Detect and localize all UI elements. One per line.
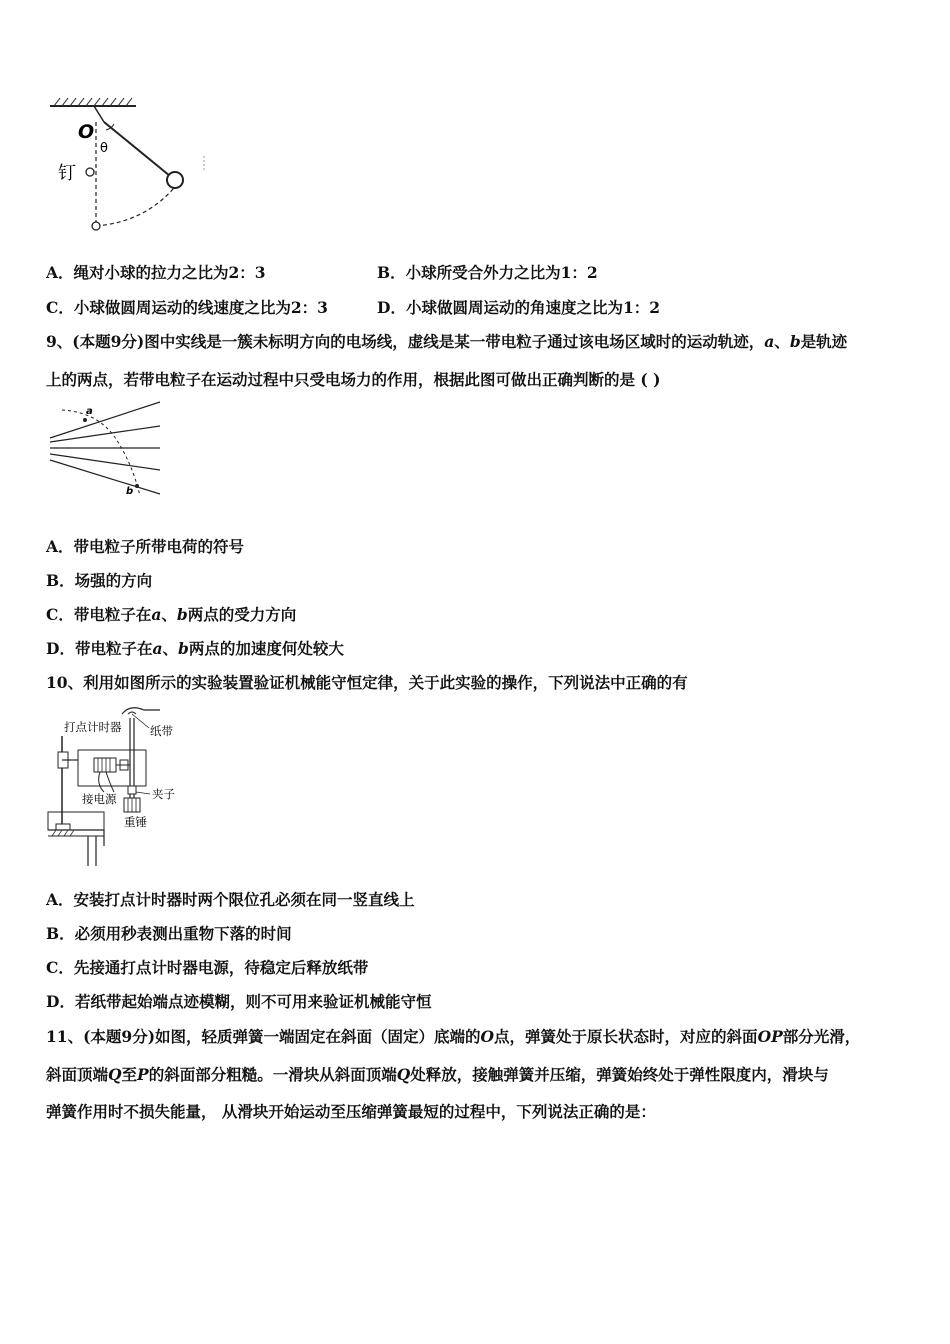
power-label: 接电源 [82,792,117,806]
q9-option-d: D．带电粒子在a、b两点的加速度何处较大 [46,639,344,658]
q9-option-a: A．带电粒子所带电荷的符号 [46,537,245,556]
electric-field-figure [48,398,164,500]
clip-label: 夹子 [152,787,175,801]
q10-option-c: C．先接通打点计时器电源，待稳定后释放纸带 [46,958,369,977]
q11-stem-line1: 11、(本题9分)如图，轻质弹簧一端固定在斜面（固定）底端的O点，弹簧处于原长状态时，对应的斜面OP部分光滑， [46,1027,861,1046]
tape-label: 纸带 [150,724,173,738]
q8-option-a: A．绳对小球的拉力之比为2：3 [46,263,266,282]
timer-label: 打点计时器 [64,720,122,734]
free-fall-apparatus-figure [44,700,194,866]
pivot-label: O [78,121,95,143]
q10-option-d: D．若纸带起始端点迹模糊，则不可用来验证机械能守恒 [46,992,432,1011]
q9-stem-line2: 上的两点，若带电粒子在运动过程中只受电场力的作用，根据此图可做出正确判断的是 ( ) [46,370,661,389]
q10-option-a: A．安装打点计时器时两个限位孔必须在同一竖直线上 [46,890,415,909]
q8-option-b: B．小球所受合外力之比为1：2 [377,263,598,282]
point-a-label: a [86,406,93,417]
q8-option-d: D．小球做圆周运动的角速度之比为1：2 [377,298,661,317]
angle-label: θ [100,141,108,156]
nail-label: 钉 [58,163,76,184]
q8-option-c: C．小球做圆周运动的线速度之比为2：3 [46,298,328,317]
point-b-label: b [126,486,134,497]
weight-label: 重锤 [124,815,147,829]
q9-option-c: C．带电粒子在a、b两点的受力方向 [46,605,297,624]
q10-stem: 10、利用如图所示的实验装置验证机械能守恒定律，关于此实验的操作，下列说法中正确的有 [46,673,688,692]
q11-stem-line3: 弹簧作用时不损失能量， 从滑块开始运动至压缩弹簧最短的过程中，下列说法正确的是： [46,1102,656,1121]
q9-stem-line1: 9、(本题9分)图中实线是一簇未标明方向的电场线，虚线是某一带电粒子通过该电场区域时的运动轨迹，a、b是轨迹 [46,332,848,351]
q9-option-b: B．场强的方向 [46,571,153,590]
q11-stem-line2: 斜面顶端Q至P的斜面部分粗糙。一滑块从斜面顶端Q处释放，接触弹簧并压缩，弹簧始终处于弹性限度内，滑块与 [46,1065,829,1084]
q10-option-b: B．必须用秒表测出重物下落的时间 [46,924,292,943]
pendulum-figure [44,96,214,238]
